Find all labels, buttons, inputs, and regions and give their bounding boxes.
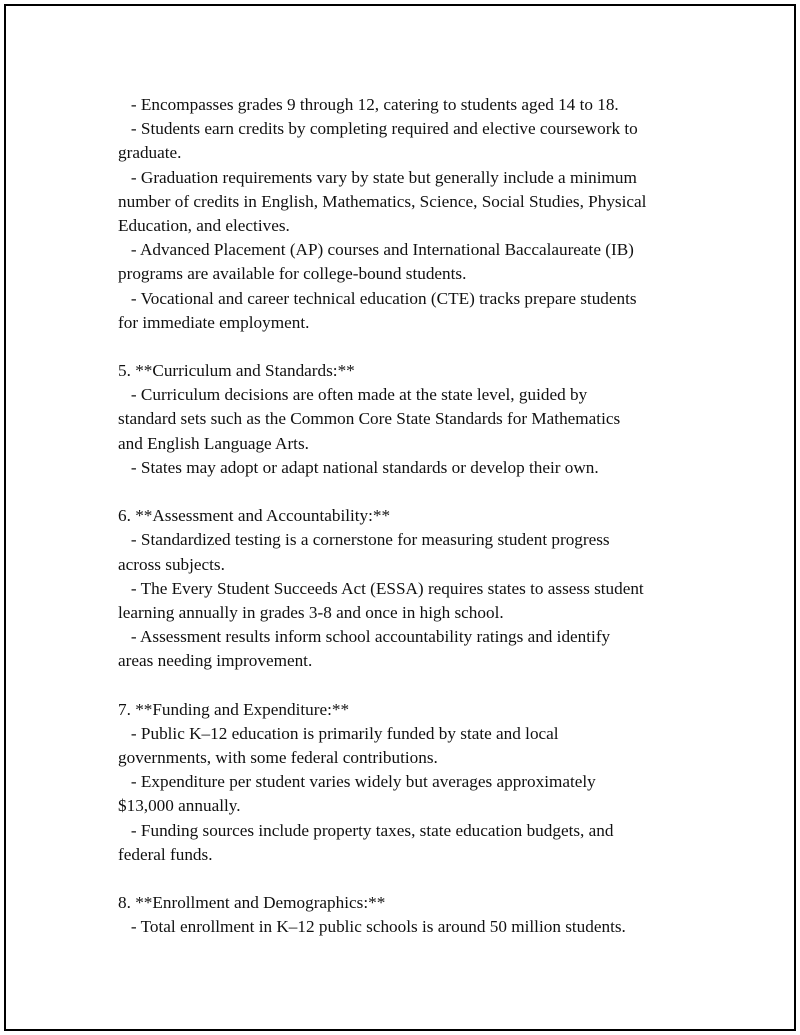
text-line: $13,000 annually. — [118, 796, 241, 816]
text-line: - Funding sources include property taxes, state education budgets, and — [118, 820, 614, 840]
blank-line — [118, 674, 693, 698]
text-line: areas needing improvement. — [118, 651, 313, 671]
text-line: - Encompasses grades 9 through 12, catering to students aged 14 to 18. — [118, 95, 619, 114]
text-line: federal funds. — [118, 844, 213, 864]
text-line: graduate. — [118, 143, 182, 163]
text-line: - Public K–12 education is primarily funded by state and local — [118, 723, 559, 743]
section-heading-enrollment: 8. **Enrollment and Demographics:** — [118, 893, 386, 913]
text-line: governments, with some federal contributions. — [118, 748, 438, 768]
text-line: programs are available for college-bound students. — [118, 264, 467, 284]
text-line: - The Every Student Succeeds Act (ESSA) requires states to assess student — [118, 578, 644, 598]
text-line: across subjects. — [118, 554, 225, 574]
text-line: for immediate employment. — [118, 312, 310, 332]
text-line: - Assessment results inform school accountability ratings and identify — [118, 627, 611, 647]
blank-line — [118, 867, 693, 891]
text-line: and English Language Arts. — [118, 433, 309, 453]
text-line: Education, and electives. — [118, 215, 290, 235]
blank-line — [118, 480, 693, 504]
text-line: - Total enrollment in K–12 public schools is around 50 million students. — [118, 917, 626, 937]
blank-line — [118, 335, 693, 359]
section-heading-assessment: 6. **Assessment and Accountability:** — [118, 506, 391, 526]
text-line: - Graduation requirements vary by state but generally include a minimum — [118, 167, 637, 187]
text-line: standard sets such as the Common Core State Standards for Mathematics — [118, 409, 621, 429]
text-line: learning annually in grades 3-8 and once in high school. — [118, 602, 504, 622]
text-line: number of credits in English, Mathematics, Science, Social Studies, Physical — [118, 191, 647, 211]
document-body — [118, 93, 693, 940]
text-line: - Students earn credits by completing required and elective coursework to — [118, 119, 638, 139]
text-line: - Vocational and career technical education (CTE) tracks prepare students — [118, 288, 637, 308]
text-line: - States may adopt or adapt national standards or develop their own. — [118, 457, 599, 477]
text-line: - Expenditure per student varies widely but averages approximately — [118, 772, 596, 792]
text-line: - Curriculum decisions are often made at the state level, guided by — [118, 385, 588, 405]
section-heading-curriculum: 5. **Curriculum and Standards:** — [118, 361, 355, 381]
section-heading-funding: 7. **Funding and Expenditure:** — [118, 699, 350, 719]
text-line: - Standardized testing is a cornerstone for measuring student progress — [118, 530, 610, 550]
text-line: - Advanced Placement (AP) courses and International Baccalaureate (IB) — [118, 240, 634, 260]
